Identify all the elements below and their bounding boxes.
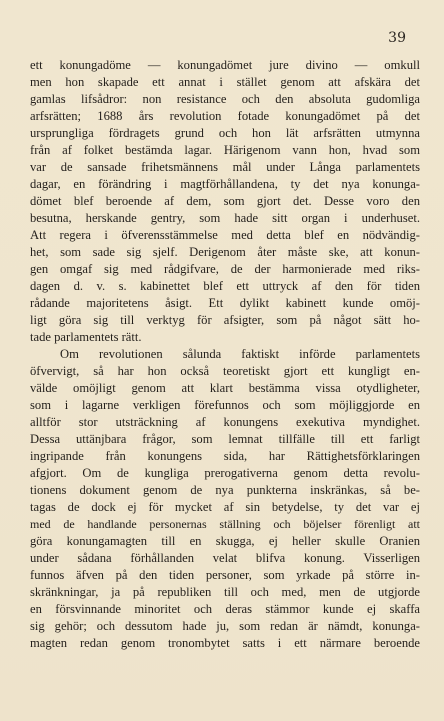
text-line: skränkningar, ja på republiken till och med, men de utgjorde	[30, 585, 420, 599]
text-line: från af folket bestämda lagar. Härigenom vann hon, hvad som	[30, 143, 420, 157]
text-line: afgjort. Om de kungliga prerogativerna genom detta revolu-	[30, 466, 420, 480]
text-line: arfsrätten; 1688 års revolution fotade konungadömet på det	[30, 109, 420, 123]
text-line: tionens dokument genom de nya punkterna inskränkas, så be-	[30, 483, 420, 497]
text-line: dömet blef beroende af dem, som gjort det. Desse voro den	[30, 194, 420, 208]
text-line: dagen d. v. s. kabinettet blef ett uttryck af den för tiden	[30, 279, 420, 293]
text-line: ligt göra sig till verktyg för afsigter, som på något sätt ho-	[30, 313, 420, 327]
text-line: som i lagarne verkligen förefunnos och som möjliggjorde en	[30, 398, 420, 412]
text-line: med de handlande personernas ställning och böjelser förenligt att	[30, 517, 420, 531]
text-line: ursprungliga fördragets grund och hon lät arfsrätten utmynna	[30, 126, 420, 140]
text-line: Dessa uttänjbara frågor, som lemnat tillfälle till ett farligt	[30, 432, 420, 446]
text-line: rådande majoritetens åsigt. Ett dylikt kabinett kunde omöj-	[30, 296, 420, 310]
text-line: alltför stor utsträckning af konungens exekutiva myndighet.	[30, 415, 420, 429]
text-line: gamlas lifsådror: non resistance och den absoluta gudomliga	[30, 92, 420, 106]
text-line: Att regera i öfverensstämmelse med detta blef en nödvändig-	[30, 228, 420, 242]
text-line: men hon skapade ett annat i stället genom att afskära det	[30, 75, 420, 89]
text-line: tade parlamentets rätt.	[30, 330, 142, 344]
text-line: öfvervigt, så har hon också teoretiskt gjort ett kungligt en-	[30, 364, 420, 378]
text-line: Om revolutionen sålunda faktiskt införde parlamentets	[60, 347, 420, 361]
text-line: magten redan genom tronombytet satts i ett närmare beroende	[30, 636, 420, 650]
text-line: under sådana förhållanden velat blifva konung. Visserligen	[30, 551, 420, 565]
text-line: ingripande från konungens sida, har Rättighetsförklaringen	[30, 449, 420, 463]
page-number: 39	[388, 30, 406, 46]
text-line: tagas de dock ej för mycket af sin betydelse, ty det var ej	[30, 500, 420, 514]
text-line: ett konungadöme — konungadömet jure divino — omkull	[30, 58, 420, 72]
text-line: dagar, en förändring i magtförhållandena, ty det nya konunga-	[30, 177, 420, 191]
text-line: välde omöjligt genom att klart bestämma vissa otydligheter,	[30, 381, 420, 395]
text-line: var de sansade frihetsmännens mål under Långa parlamentets	[30, 160, 420, 174]
text-line: het, som sade sig sjelf. Derigenom åter måste ske, att konun-	[30, 245, 420, 259]
text-line: en försvinnande minoritet och deras stämmor kunde ej skaffa	[30, 602, 420, 616]
body-text	[30, 57, 420, 652]
text-line: gen omgaf sig med rådgifvare, de der harmonierade med riks-	[30, 262, 420, 276]
text-line: funnos äfven på den tiden personer, som yrkade på större in-	[30, 568, 420, 582]
text-line: göra konungamagten till en skugga, ej heller skulle Oranien	[30, 534, 420, 548]
text-line: sig gehör; och dessutom hade ju, som redan är nämdt, konunga-	[30, 619, 420, 633]
text-line: besutna, herskande gentry, som hade sitt organ i underhuset.	[30, 211, 420, 225]
